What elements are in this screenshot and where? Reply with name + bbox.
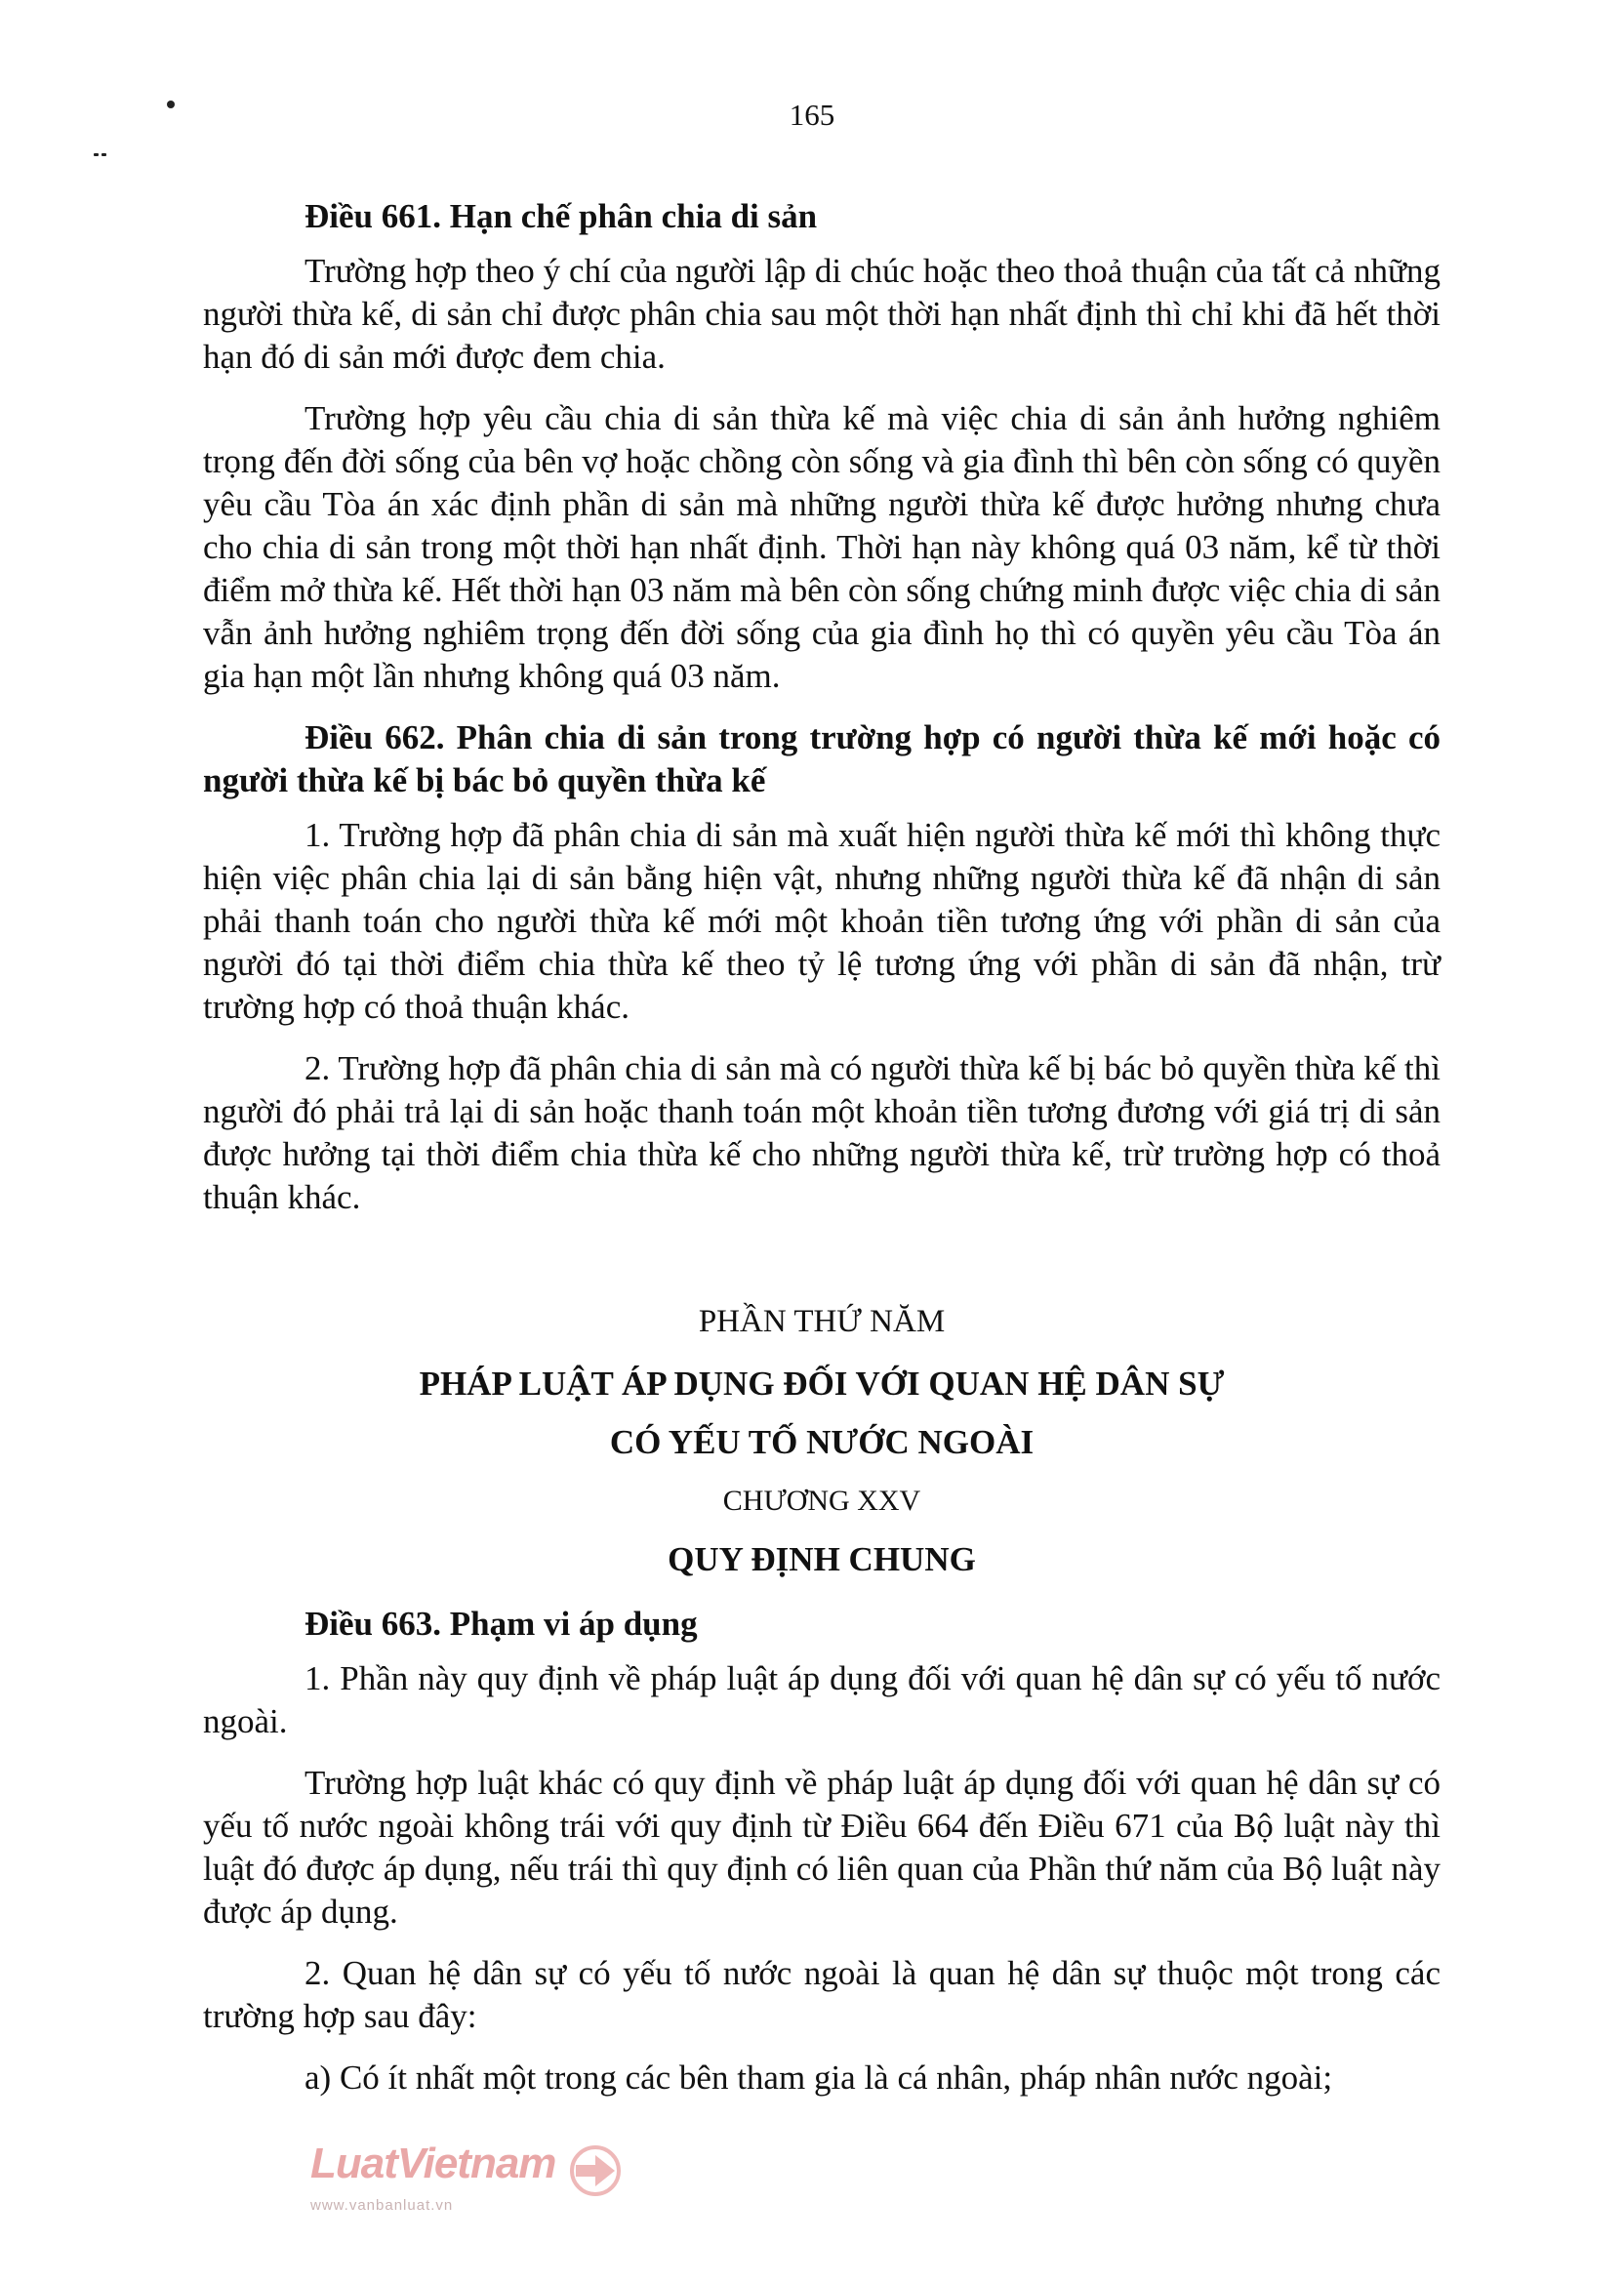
- scan-mark: [94, 153, 99, 156]
- article-663-paragraph-1: 1. Phần này quy định về pháp luật áp dụng đối với quan hệ dân sự có yếu tố nước ngoài.: [203, 1659, 1441, 1740]
- article-662-paragraph-2: 2. Trường hợp đã phân chia di sản mà có người thừa kế bị bác bỏ quyền thừa kế thì người đó phải trả lại di sản hoặc thanh toán một khoản tiền tương đương với giá trị di sản được hưởng tại thời điểm chia thừa kế cho những người thừa kế, trừ trường hợp có thoả thuận khác.: [203, 1049, 1441, 1216]
- page-number: 165: [789, 98, 835, 132]
- article-663-paragraph-4: a) Có ít nhất một trong các bên tham gia là cá nhân, pháp nhân nước ngoài;: [304, 2059, 1333, 2097]
- article-662-heading: Điều 662. Phân chia di sản trong trường hợp có người thừa kế mới hoặc có người thừa kế bị bác bỏ quyền thừa kế: [203, 718, 1441, 799]
- watermark-url: www.vanbanluat.vn: [310, 2197, 454, 2215]
- article-663-heading: Điều 663. Phạm vi áp dụng: [304, 1605, 698, 1643]
- part-title-line-1: PHÁP LUẬT ÁP DỤNG ĐỐI VỚI QUAN HỆ DÂN SỰ: [419, 1365, 1225, 1403]
- document-body: [203, 195, 1441, 2118]
- article-661-heading: Điều 661. Hạn chế phân chia di sản: [304, 197, 818, 235]
- chapter-label: CHƯƠNG XXV: [722, 1485, 921, 1517]
- chapter-title: QUY ĐỊNH CHUNG: [668, 1540, 976, 1578]
- arrow-right-icon: [566, 2145, 627, 2201]
- watermark-logo: [310, 2140, 627, 2214]
- article-663-paragraph-2: Trường hợp luật khác có quy định về pháp luật áp dụng đối với quan hệ dân sự có yếu tố nước ngoài không trái với quy định từ Điều 664 đến Điều 671 của Bộ luật này thì luật đó được áp dụng, nếu trái thì quy định có liên quan của Phần thứ năm của Bộ luật này được áp dụng.: [203, 1764, 1441, 1931]
- part-label: PHẦN THỨ NĂM: [698, 1304, 946, 1339]
- article-661-paragraph-2: Trường hợp yêu cầu chia di sản thừa kế mà việc chia di sản ảnh hưởng nghiêm trọng đến đời sống của bên vợ hoặc chồng còn sống và gia đình thì bên còn sống có quyền yêu cầu Tòa án xác định phần di sản mà những người thừa kế được hưởng nhưng chưa cho chia di sản trong một thời hạn nhất định. Thời hạn này không quá 03 năm, kể từ thời điểm mở thừa kế. Hết thời hạn 03 năm mà bên còn sống chứng minh được việc chia di sản vẫn ảnh hưởng nghiêm trọng đến đời sống của gia đình họ thì có quyền yêu cầu Tòa án gia hạn một lần nhưng không quá 03 năm.: [203, 399, 1441, 695]
- article-663-paragraph-3: 2. Quan hệ dân sự có yếu tố nước ngoài là quan hệ dân sự thuộc một trong các trường hợp sau đây:: [203, 1954, 1441, 2035]
- scan-mark: [102, 153, 106, 156]
- part-title-line-2: CÓ YẾU TỐ NƯỚC NGOÀI: [609, 1423, 1035, 1461]
- watermark-brand: LuatVietnam: [310, 2140, 556, 2187]
- article-662-paragraph-1: 1. Trường hợp đã phân chia di sản mà xuất hiện người thừa kế mới thì không thực hiện việc phân chia lại di sản bằng hiện vật, nhưng những người thừa kế đã nhận di sản phải thanh toán cho người thừa kế mới một khoản tiền tương ứng với phần di sản của người đó tại thời điểm chia thừa kế theo tỷ lệ tương ứng với phần di sản đã nhận, trừ trường hợp có thoả thuận khác.: [203, 816, 1441, 1026]
- article-661-paragraph-1: Trường hợp theo ý chí của người lập di chúc hoặc theo thoả thuận của tất cả những người thừa kế, di sản chỉ được phân chia sau một thời hạn nhất định thì chỉ khi đã hết thời hạn đó di sản mới được đem chia.: [203, 252, 1441, 376]
